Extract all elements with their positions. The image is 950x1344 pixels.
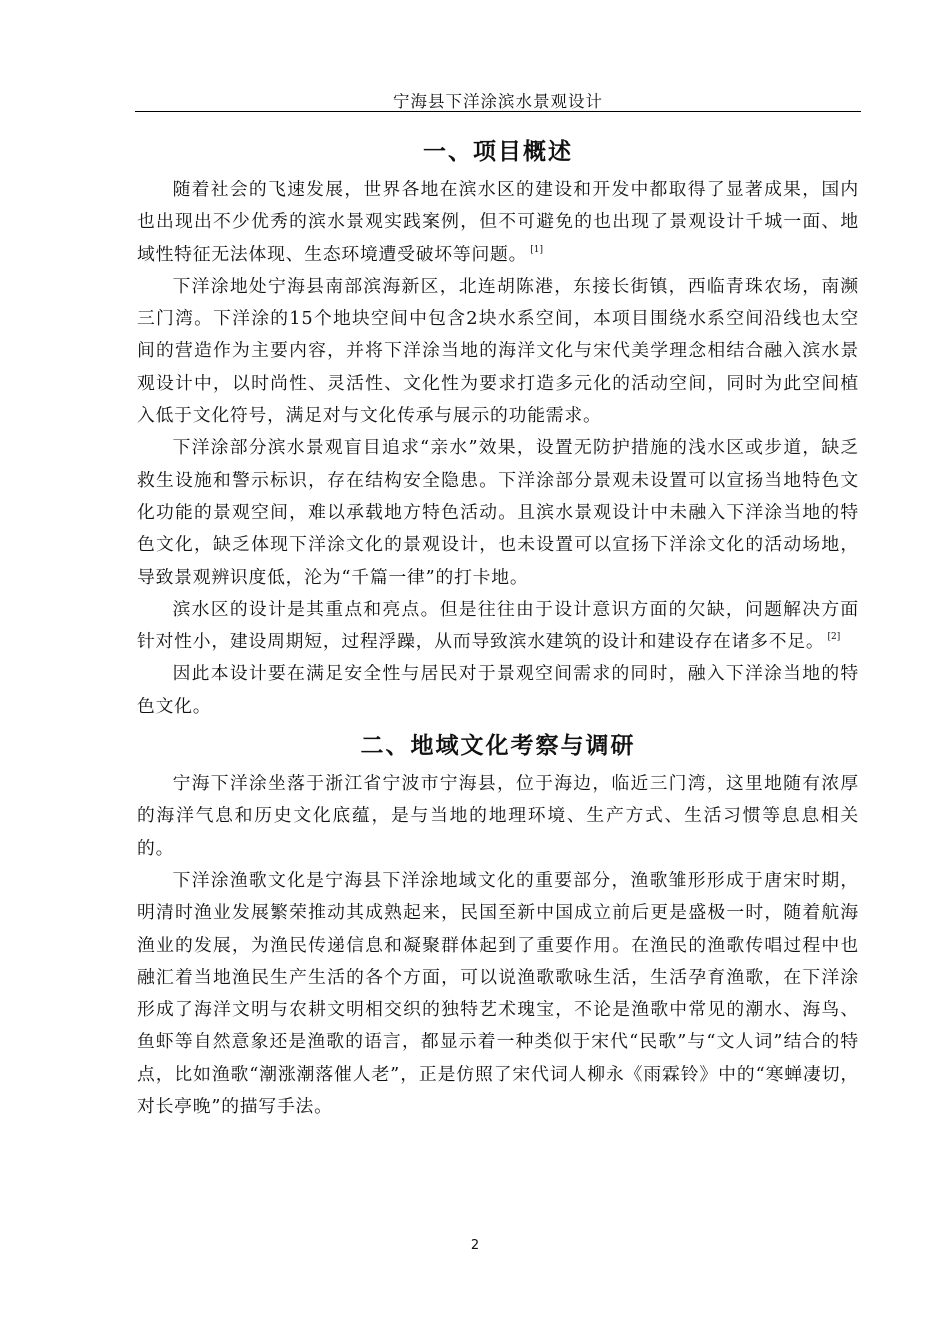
paragraph: 随着社会的飞速发展，世界各地在滨水区的建设和开发中都取得了显著成果，国内也出现出不少优秀的滨水景观实践案例，但不可避免的也出现了景观设计千城一面、地域性特征无法体现、生态环境遭受破坏等问题。 [1] xyxy=(137,179,859,265)
paragraph: 滨水区的设计是其重点和亮点。但是往往由于设计意识方面的欠缺，问题解决方面针对性小，建设周期短，过程浮躁，从而导致滨水建筑的设计和建设存在诸多不足。 [2] xyxy=(137,598,859,653)
paragraph: 宁海下洋涂坐落于浙江省宁波市宁海县，位于海边，临近三门湾，这里地随有浓厚的海洋气息和历史文化底蕴，是与当地的地理环境、生产方式、生活习惯等息息相关的。 xyxy=(137,773,859,859)
paragraph: 下洋涂地处宁海县南部滨海新区，北连胡陈港，东接长街镇，西临青珠农场，南濒三门湾。下洋涂的15个地块空间中包含2块水系空间，本项目围绕水系空间沿线也太空间的营造作为主要内容，并将下洋涂当地的海洋文化与宋代美学理念相结合融入滨水景观设计中，以时尚性、灵活性、文化性为要求打造多元化的活动空间，同时为此空间植入低于文化符号，满足对与文化传承与展示的功能需求。 xyxy=(137,275,859,427)
paragraph: 下洋涂渔歌文化是宁海县下洋涂地域文化的重要部分，渔歌雏形形成于唐宋时期，明清时渔业发展繁荣推动其成熟起来，民国至新中国成立前后更是盛极一时，随着航海渔业的发展，为渔民传递信息和凝聚群体起到了重要作用。在渔民的渔歌传唱过程中也融汇着当地渔民生产生活的各个方面，可以说渔歌歌咏生活，生活孕育渔歌，在下洋涂形成了海洋文明与农耕文明相交织的独特艺术瑰宝，不论是渔歌中常见的潮水、海鸟、鱼虾等自然意象还是渔歌的语言，都显示着一种类似于宋代“民歌”与“文人词”结合的特点，比如渔歌“潮涨潮落催人老”，正是仿照了宋代词人柳永《雨霖铃》中的“寒蝉凄切，对长亭晚”的描写手法。 xyxy=(137,869,859,1118)
paragraph: 因此本设计要在满足安全性与居民对于景观空间需求的同时，融入下洋涂当地的特色文化。 xyxy=(137,663,859,717)
page-body xyxy=(137,130,859,1123)
page-number: 2 xyxy=(470,1238,480,1253)
section-heading-culture-survey: 二、地域文化考察与调研 xyxy=(360,733,636,760)
paragraph: 下洋涂部分滨水景观盲目追求“亲水”效果，设置无防护措施的浅水区或步道，缺乏救生设施和警示标识，存在结构安全隐患。下洋涂部分景观未设置可以宣扬当地特色文化功能的景观空间，难以承载地方特色活动。且滨水景观设计中未融入下洋涂当地的特色文化，缺乏体现下洋涂文化的景观设计，也未设置可以宣扬下洋涂文化的活动场地，导致景观辨识度低，沦为“千篇一律”的打卡地。 xyxy=(137,437,859,588)
running-header: 宁海县下洋涂滨水景观设计 xyxy=(393,92,603,111)
citation-marker: [2] xyxy=(827,632,841,643)
citation-marker: [1] xyxy=(530,244,543,255)
header-rule xyxy=(135,111,861,112)
section-heading-overview: 一、项目概述 xyxy=(423,139,573,165)
